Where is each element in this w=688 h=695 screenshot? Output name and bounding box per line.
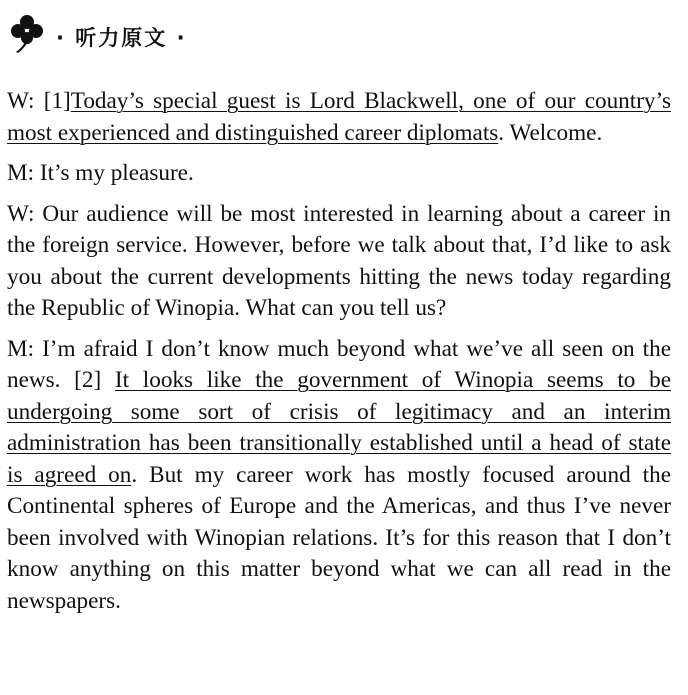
transcript-text: W: [1] [7, 88, 71, 114]
section-header [10, 12, 187, 56]
transcript-paragraph [7, 158, 671, 190]
transcript-text: W: Our audience will be most interested in learning about a career in the foreign service. However, before we talk about that, I’d like to ask you about the current developments hitting the news today regarding the Republic of Winopia. What can you tell us? [7, 200, 671, 321]
transcript-text: . But my career work has mostly focused around the Continental spheres of Europe and the Americas, and thus I’ve never been involved with Winopian relations. It’s for this reason that I don’t know anything on this matter beyond what we can all read in the newspapers. [7, 461, 671, 614]
clover-icon [10, 14, 44, 54]
transcript-paragraph [7, 199, 671, 325]
transcript-text: M: I’m afraid I don’t know much beyond what we’ve all seen on the news. [2] [7, 335, 671, 393]
transcript-text: . Welcome. [498, 119, 603, 146]
transcript-body [7, 86, 671, 626]
underlined-answer-text: Today’s special guest is Lord Blackwell, one of our country’s most experienced and distinguished career diplomats [7, 88, 671, 146]
underlined-answer-text: It looks like the government of Winopia seems to be undergoing some sort of crisis of legitimacy and an interim administration has been transitionally established until a head of state is agreed on [7, 367, 671, 488]
transcript-paragraph [7, 86, 671, 149]
transcript-text: M: It’s my pleasure. [7, 160, 194, 186]
transcript-paragraph [7, 334, 671, 618]
section-title: · 听力原文 · [56, 26, 187, 50]
